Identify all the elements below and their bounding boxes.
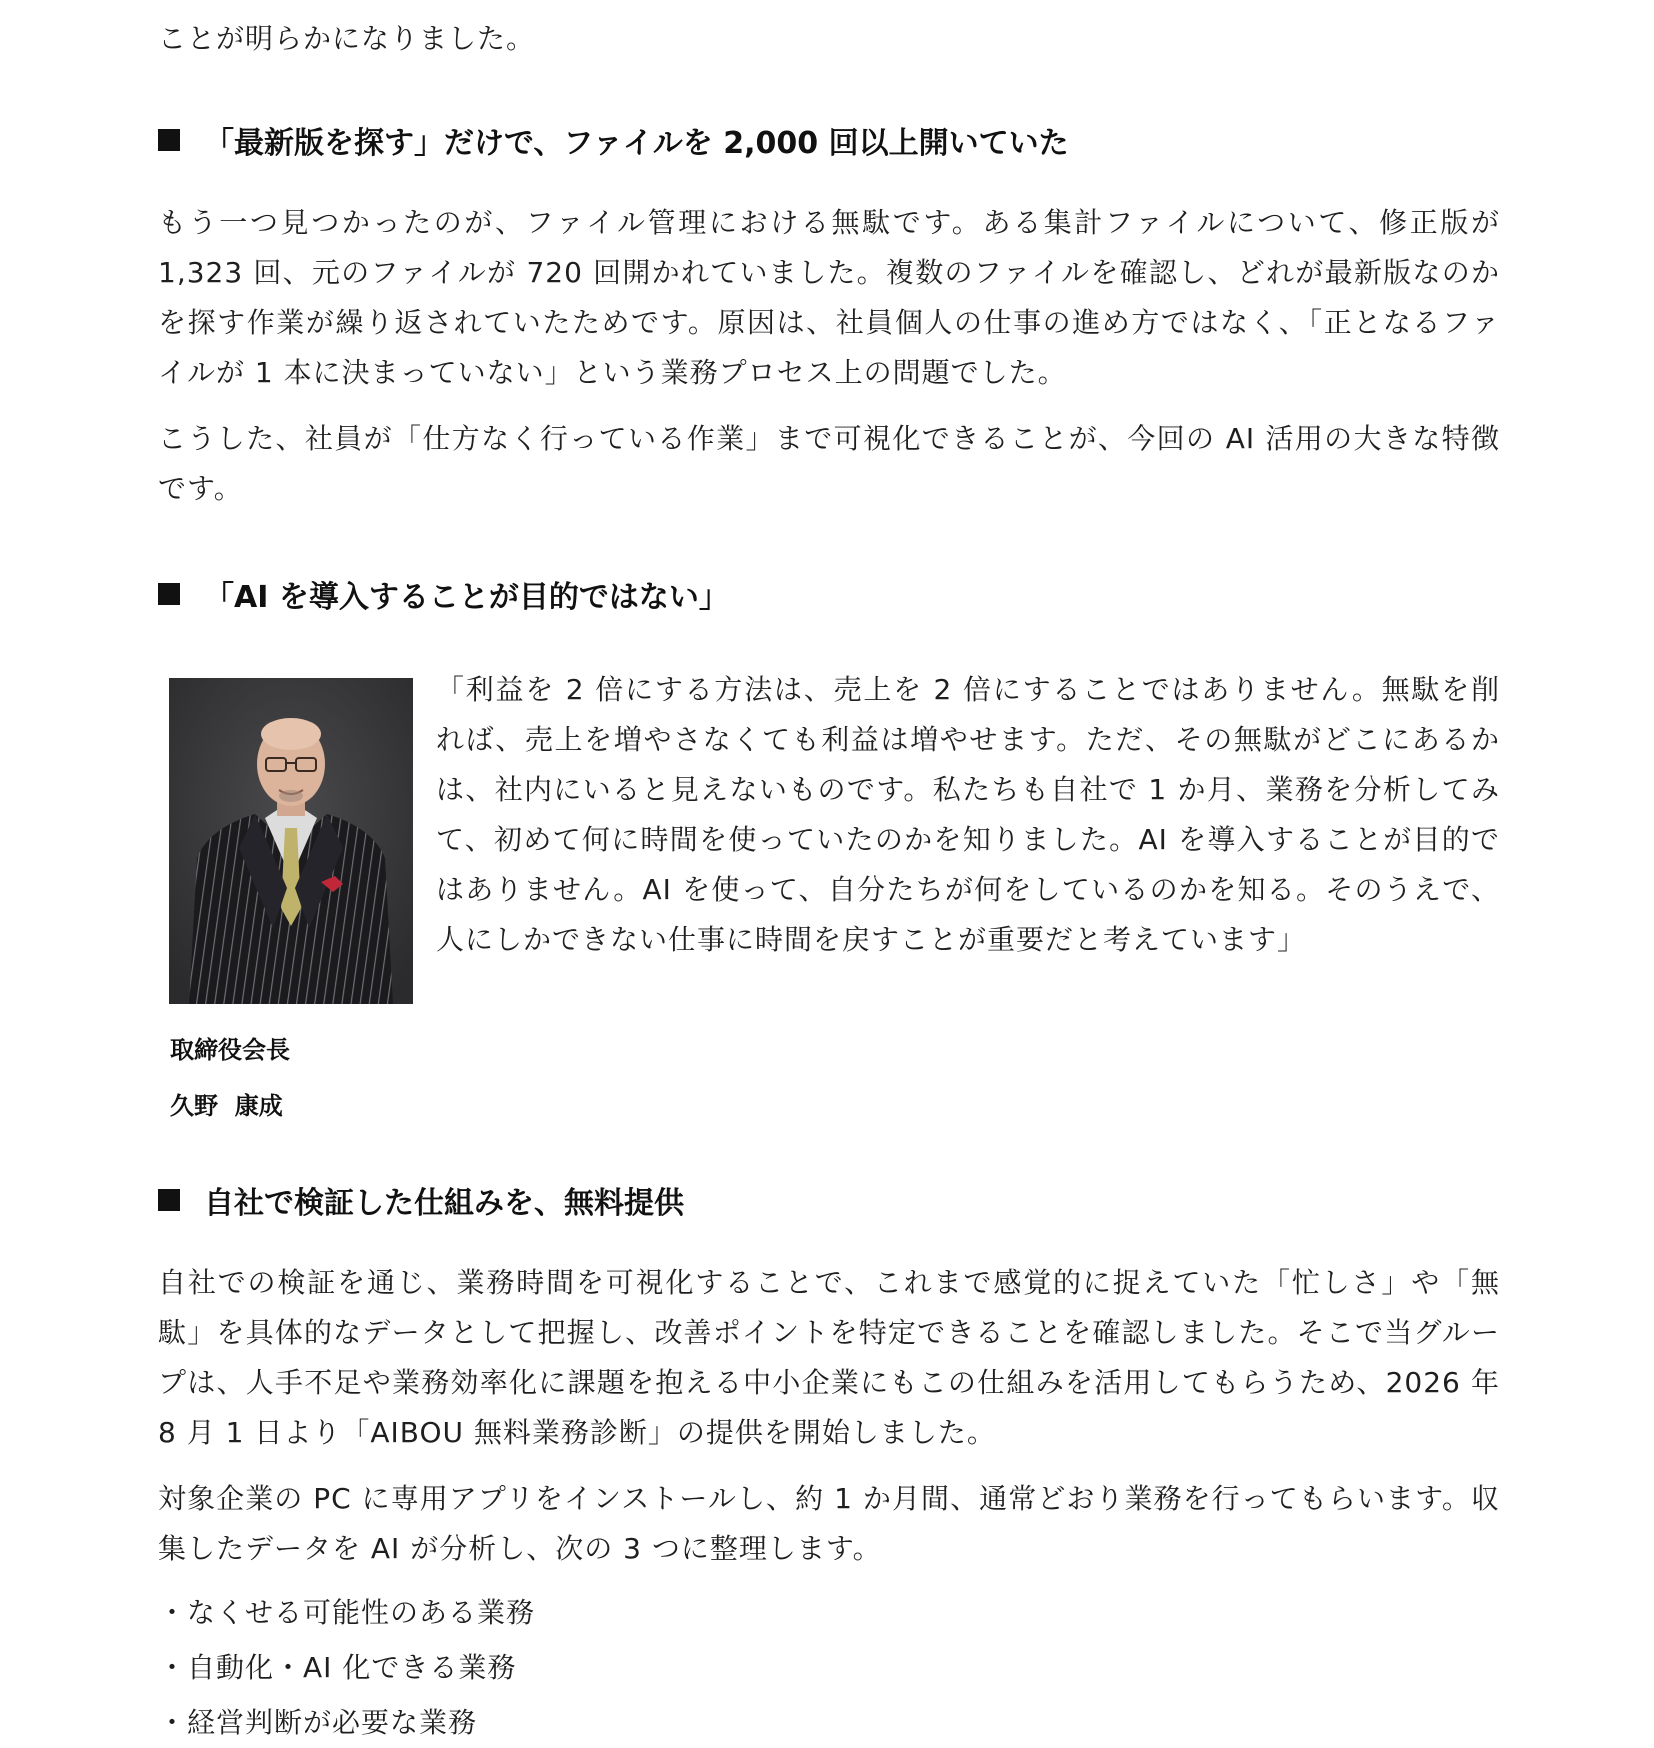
list-item: ・自動化・AI 化できる業務: [158, 1651, 517, 1684]
file-waste-paragraph: もう一つ見つかったのが、ファイル管理における無駄です。ある集計ファイルについて、修正版が 1,323 回、元のファイルが 720 回開かれていました。複数のファイルを確認し、どれが最新版なのかを探す作業が繰り返されていたためです。原因は、社員個人の仕事の進め方ではなく、「正となるファイルが 1 本に決まっていない」という業務プロセス上の問題でした。: [158, 206, 1500, 389]
chairman-portrait: [169, 678, 413, 1004]
section-heading-text: 自社で検証した仕組みを、無料提供: [204, 1186, 684, 1221]
section-heading-latest-version: [158, 118, 1069, 162]
section-heading-text: 「最新版を探す」だけで、ファイルを 2,000 回以上開いていた: [204, 126, 1069, 161]
section-heading-text: 「AI を導入することが目的ではない」: [204, 580, 729, 615]
list-item: ・なくせる可能性のある業務: [158, 1596, 536, 1629]
app-install-paragraph: 対象企業の PC に専用アプリをインストールし、約 1 か月間、通常どおり業務を行ってもらいます。収集したデータを AI が分析し、次の 3 つに整理します。: [158, 1482, 1500, 1565]
chairman-quote: 「利益を 2 倍にする方法は、売上を 2 倍にすることではありません。無駄を削れば、売上を増やさなくても利益は増やせます。ただ、その無駄がどこにあるかは、社内にいると見えないものです。私たちも自社で 1 か月、業務を分析してみて、初めて何に時間を使っていたのかを知りました。AI を導入することが目的ではありません。AI を使って、自分たちが何をしているのかを知る。そのうえで、人にしかできない仕事に時間を戻すことが重要だと考えています」: [436, 673, 1500, 956]
caption-title: 取締役会長: [170, 1036, 290, 1064]
square-bullet-icon: [158, 129, 180, 151]
square-bullet-icon: [158, 583, 180, 605]
square-bullet-icon: [158, 1189, 180, 1211]
visualization-paragraph: こうした、社員が「仕方なく行っている作業」まで可視化できることが、今回の AI 活用の大きな特徴です。: [158, 422, 1500, 505]
section-heading-free-offer: [158, 1178, 684, 1222]
section-heading-ai-not-goal: [158, 572, 729, 616]
lead-text: ことが明らかになりました。: [158, 22, 536, 55]
chairman-portrait-illustration: [169, 678, 413, 1004]
verification-paragraph: 自社での検証を通じ、業務時間を可視化することで、これまで感覚的に捉えていた「忙しさ」や「無駄」を具体的なデータとして把握し、改善ポイントを特定できることを確認しました。そこで当グループは、人手不足や業務効率化に課題を抱える中小企業にもこの仕組みを活用してもらうため、2026 年 8 月 1 日より「AIBOU 無料業務診断」の提供を開始しました。: [158, 1266, 1500, 1449]
list-item: ・経営判断が必要な業務: [158, 1706, 478, 1739]
caption-name: 久野 康成: [170, 1092, 283, 1120]
